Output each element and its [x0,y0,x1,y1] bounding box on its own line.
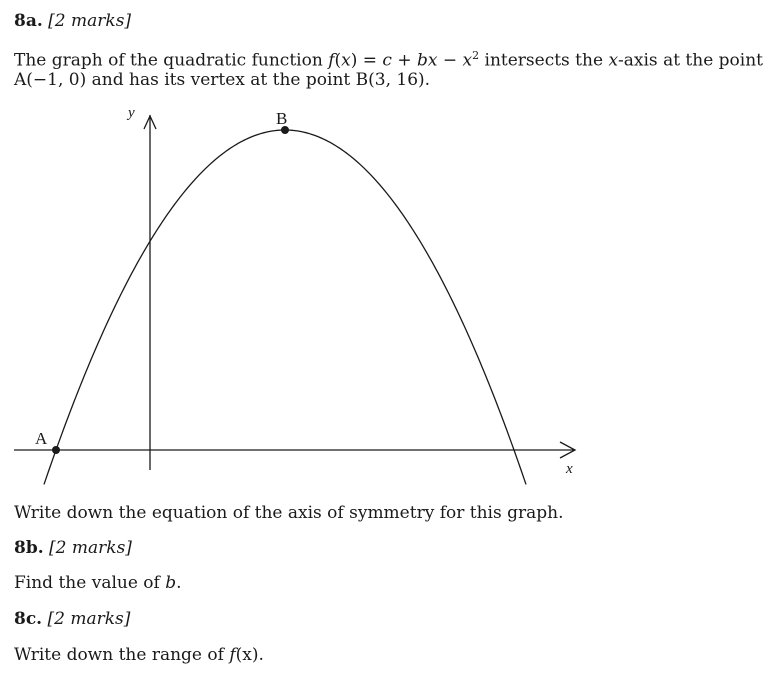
y-axis-label: y [128,105,135,121]
question-8c-marks: [2 marks] [47,609,131,629]
point-b-label: B [276,109,288,128]
question-8c-function: f [229,645,236,665]
axis-variable: x [608,50,619,71]
question-8a-stem-line2: A(−1, 0) and has its vertex at the point B(3, 16). [14,70,431,90]
point-a-label: A [35,429,48,448]
point-a-dot [52,446,60,454]
x-axis-label: x [566,461,573,477]
question-8a-number: 8a. [14,11,43,31]
question-8b-marks: [2 marks] [49,538,132,558]
question-8a-header [14,10,131,32]
question-8c-text [14,644,264,666]
question-8a-stem: The graph of the quadratic function f(x) = c + bx − $x^2$ intersects the x-axis at the point [14,49,763,71]
question-8c-end: . [258,645,264,665]
stem-axis-word: -axis at the point [618,50,763,71]
question-8a-marks: [2 marks] [48,11,132,31]
question-8a-text: Write down the equation of the axis of symmetry for this graph. [14,503,564,523]
function-name: f [328,50,335,71]
function-variable: x [341,50,351,71]
quadratic-graph [0,95,743,490]
question-8b-text [14,572,182,594]
question-8b-header [14,537,132,559]
question-8c-header [14,608,130,630]
question-8b-prefix: Find the value of [14,573,160,593]
stem-prefix: The graph of the quadratic function [14,50,323,71]
question-8c-prefix: Write down the range of [14,645,224,665]
question-8c-number: 8c. [14,609,43,629]
question-8b-variable: b [165,573,177,593]
parabola-curve [44,130,526,484]
stem-mid: intersects the [484,50,604,71]
function-rhs: c + bx − x [382,50,473,71]
question-8c-arg: (x) [235,645,259,665]
function-exponent: 2 [472,49,480,62]
question-8b-end: . [176,573,182,593]
question-8b-number: 8b. [14,538,44,558]
